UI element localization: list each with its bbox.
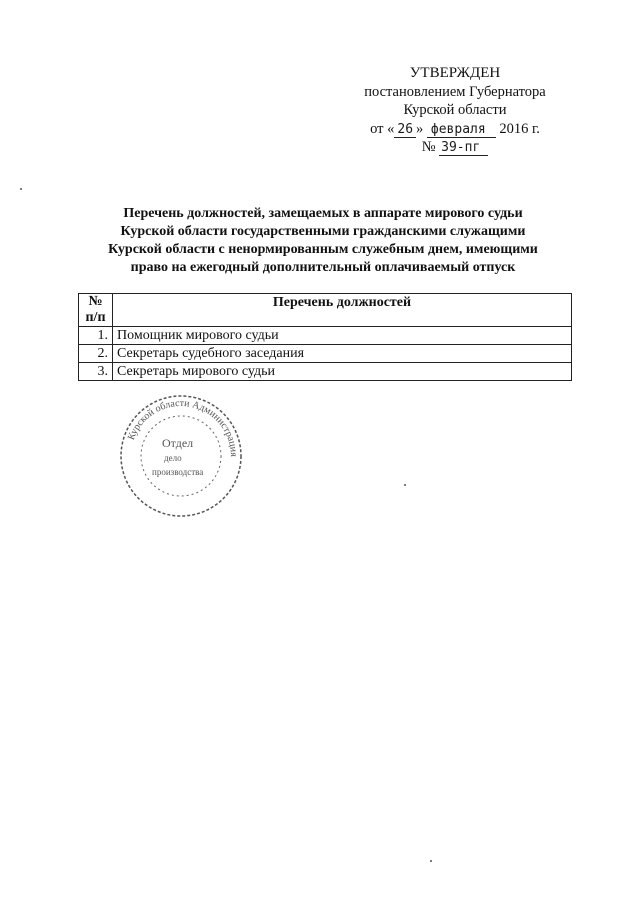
header-positions: Перечень должностей [113,294,572,327]
date-year: 2016 г. [499,120,540,137]
approval-block [340,64,570,157]
table-header-row [79,294,572,327]
date-mid: » [416,120,424,137]
scan-speck [20,188,22,190]
official-stamp [118,393,244,519]
approval-number [340,138,570,157]
approval-date [340,120,570,139]
stamp-center-line: производства [152,467,204,477]
stamp-seal-image [118,393,244,519]
table-row [79,363,572,381]
row-number: 2. [79,345,113,363]
header-number [79,294,113,327]
stamp-center-line: Отдел [162,436,194,450]
document-heading [78,205,568,277]
stamp-ring-text: Курской области Администрация [125,397,240,458]
row-position: Секретарь мирового судьи [113,363,572,381]
header-number-pp: п/п [85,310,106,325]
approval-line2: Курской области [403,102,507,118]
heading-line: Курской области с ненормированным служебным днем, имеющими [108,242,538,257]
heading-line: Перечень должностей, замещаемых в аппарате мирового судьи [123,206,523,221]
heading-line: право на ежегодный дополнительный оплачиваемый отпуск [130,260,516,275]
approval-title: УТВЕРЖДЕН [409,65,501,81]
date-month: февраля [427,123,496,138]
row-position: Секретарь судебного заседания [113,345,572,363]
scan-speck [404,484,406,486]
row-number: 3. [79,363,113,381]
row-number: 1. [79,327,113,345]
scan-speck [430,860,432,862]
date-day: 26 [394,123,416,138]
date-prefix: от « [370,120,395,137]
approval-line1: постановлением Губернатора [364,83,546,100]
positions-table [78,293,572,381]
heading-line: Курской области государственными гражданскими служащими [120,224,526,239]
table-row [79,327,572,345]
number-prefix: № [421,139,436,155]
header-number-sign: № [88,294,103,309]
table-row [79,345,572,363]
row-position: Помощник мирового судьи [113,327,572,345]
stamp-center-line: дело [164,453,182,463]
number-value: 39-пг [439,141,488,156]
